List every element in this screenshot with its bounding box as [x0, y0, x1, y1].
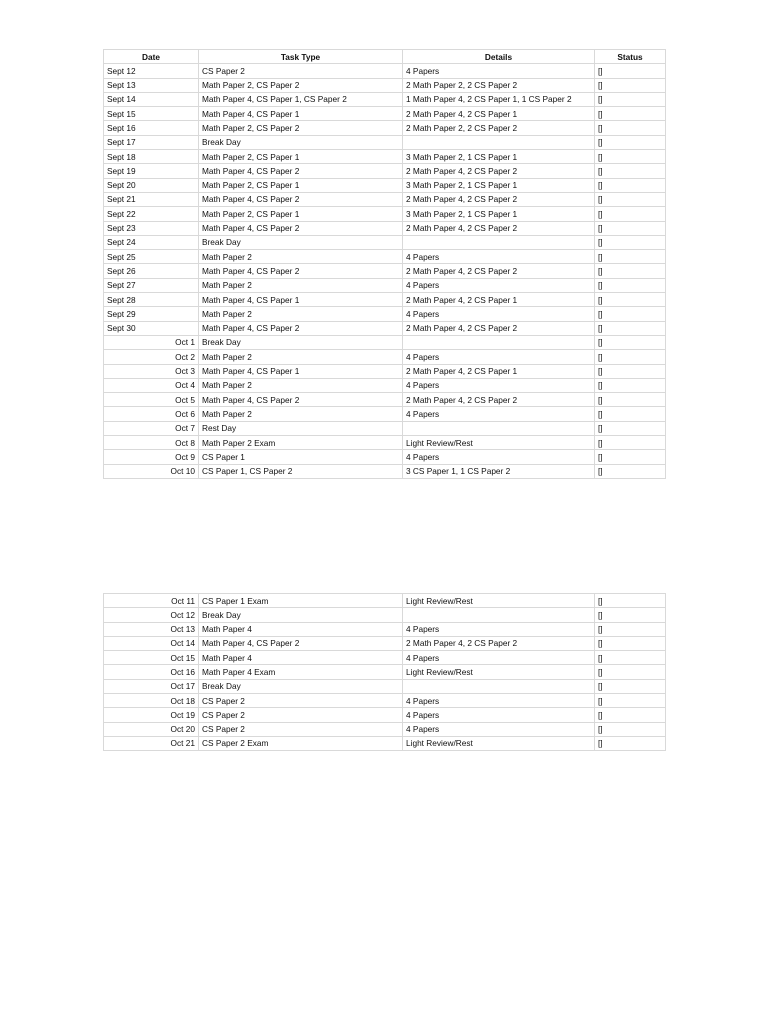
table-body-part-1 [104, 64, 666, 479]
table-row [104, 321, 666, 335]
date-cell: Oct 7 [104, 421, 199, 435]
table-row [104, 378, 666, 392]
date-cell: Sept 21 [104, 192, 199, 206]
task-type-cell: Break Day [199, 679, 403, 693]
status-cell: [] [595, 264, 666, 278]
details-cell: 4 Papers [403, 651, 595, 665]
status-cell: [] [595, 622, 666, 636]
status-cell: [] [595, 92, 666, 106]
status-cell: [] [595, 421, 666, 435]
status-cell: [] [595, 235, 666, 249]
status-cell: [] [595, 293, 666, 307]
date-cell: Oct 3 [104, 364, 199, 378]
table-row [104, 250, 666, 264]
date-cell: Oct 11 [104, 594, 199, 608]
date-cell: Oct 14 [104, 636, 199, 650]
details-cell: Light Review/Rest [403, 436, 595, 450]
table-row [104, 407, 666, 421]
status-cell: [] [595, 164, 666, 178]
details-cell: 4 Papers [403, 694, 595, 708]
date-cell: Sept 16 [104, 121, 199, 135]
date-cell: Sept 22 [104, 207, 199, 221]
details-cell: 2 Math Paper 4, 2 CS Paper 2 [403, 264, 595, 278]
details-cell [403, 421, 595, 435]
date-cell: Oct 10 [104, 464, 199, 478]
details-cell: 2 Math Paper 4, 2 CS Paper 1 [403, 293, 595, 307]
table-row [104, 293, 666, 307]
date-cell: Sept 24 [104, 235, 199, 249]
task-type-cell: CS Paper 2 [199, 64, 403, 78]
task-type-cell: Math Paper 2, CS Paper 2 [199, 78, 403, 92]
status-cell: [] [595, 679, 666, 693]
task-type-cell: Math Paper 2, CS Paper 1 [199, 178, 403, 192]
details-cell [403, 335, 595, 349]
date-cell: Oct 1 [104, 335, 199, 349]
status-cell: [] [595, 694, 666, 708]
status-cell: [] [595, 178, 666, 192]
status-cell: [] [595, 121, 666, 135]
date-cell: Sept 17 [104, 135, 199, 149]
date-cell: Oct 9 [104, 450, 199, 464]
details-cell: 2 Math Paper 4, 2 CS Paper 1 [403, 364, 595, 378]
details-cell: 2 Math Paper 4, 2 CS Paper 2 [403, 221, 595, 235]
status-cell: [] [595, 665, 666, 679]
status-cell: [] [595, 636, 666, 650]
date-cell: Sept 30 [104, 321, 199, 335]
header-row [104, 50, 666, 64]
task-type-cell: Math Paper 2, CS Paper 2 [199, 121, 403, 135]
date-cell: Oct 19 [104, 708, 199, 722]
date-cell: Oct 13 [104, 622, 199, 636]
date-cell: Sept 26 [104, 264, 199, 278]
status-cell: [] [595, 708, 666, 722]
task-type-cell: Math Paper 2 [199, 407, 403, 421]
details-cell: 2 Math Paper 4, 2 CS Paper 2 [403, 192, 595, 206]
details-cell [403, 135, 595, 149]
table-row [104, 264, 666, 278]
details-cell: 2 Math Paper 2, 2 CS Paper 2 [403, 121, 595, 135]
schedule-table-part-2 [103, 593, 666, 751]
details-cell: Light Review/Rest [403, 736, 595, 750]
task-type-cell: Math Paper 4, CS Paper 2 [199, 264, 403, 278]
date-cell: Oct 2 [104, 350, 199, 364]
table-row [104, 393, 666, 407]
status-cell: [] [595, 450, 666, 464]
header-details: Details [403, 50, 595, 64]
status-cell: [] [595, 436, 666, 450]
task-type-cell: CS Paper 2 [199, 694, 403, 708]
status-cell: [] [595, 736, 666, 750]
status-cell: [] [595, 321, 666, 335]
date-cell: Oct 12 [104, 608, 199, 622]
details-cell: 2 Math Paper 4, 2 CS Paper 1 [403, 107, 595, 121]
details-cell: 3 Math Paper 2, 1 CS Paper 1 [403, 178, 595, 192]
table-row [104, 665, 666, 679]
details-cell: 2 Math Paper 2, 2 CS Paper 2 [403, 78, 595, 92]
table-row [104, 178, 666, 192]
table-row [104, 708, 666, 722]
status-cell: [] [595, 207, 666, 221]
task-type-cell: CS Paper 2 Exam [199, 736, 403, 750]
task-type-cell: Math Paper 2 [199, 378, 403, 392]
status-cell: [] [595, 594, 666, 608]
task-type-cell: CS Paper 2 [199, 722, 403, 736]
date-cell: Oct 20 [104, 722, 199, 736]
details-cell: Light Review/Rest [403, 665, 595, 679]
date-cell: Sept 25 [104, 250, 199, 264]
table-row [104, 364, 666, 378]
date-cell: Sept 19 [104, 164, 199, 178]
date-cell: Sept 29 [104, 307, 199, 321]
details-cell: 3 Math Paper 2, 1 CS Paper 1 [403, 150, 595, 164]
task-type-cell: Math Paper 2 [199, 350, 403, 364]
task-type-cell: Break Day [199, 335, 403, 349]
table-row [104, 192, 666, 206]
table-row [104, 694, 666, 708]
table-row [104, 622, 666, 636]
details-cell: 3 Math Paper 2, 1 CS Paper 1 [403, 207, 595, 221]
task-type-cell: Math Paper 4, CS Paper 2 [199, 164, 403, 178]
details-cell: 3 CS Paper 1, 1 CS Paper 2 [403, 464, 595, 478]
status-cell: [] [595, 350, 666, 364]
status-cell: [] [595, 78, 666, 92]
status-cell: [] [595, 135, 666, 149]
schedule-table-part-1 [103, 49, 666, 479]
table-row [104, 636, 666, 650]
details-cell [403, 679, 595, 693]
date-cell: Oct 16 [104, 665, 199, 679]
task-type-cell: Math Paper 4 [199, 622, 403, 636]
status-cell: [] [595, 307, 666, 321]
task-type-cell: Break Day [199, 135, 403, 149]
details-cell: 4 Papers [403, 307, 595, 321]
status-cell: [] [595, 378, 666, 392]
status-cell: [] [595, 64, 666, 78]
task-type-cell: Math Paper 4, CS Paper 2 [199, 393, 403, 407]
table-row [104, 64, 666, 78]
task-type-cell: Math Paper 4 [199, 651, 403, 665]
details-cell: 4 Papers [403, 722, 595, 736]
details-cell: 4 Papers [403, 250, 595, 264]
table-row [104, 594, 666, 608]
table-row [104, 150, 666, 164]
date-cell: Sept 14 [104, 92, 199, 106]
table-row [104, 307, 666, 321]
task-type-cell: Math Paper 4, CS Paper 1 [199, 293, 403, 307]
table-row [104, 278, 666, 292]
date-cell: Sept 12 [104, 64, 199, 78]
details-cell [403, 608, 595, 622]
task-type-cell: Math Paper 4, CS Paper 1 [199, 364, 403, 378]
details-cell [403, 235, 595, 249]
date-cell: Sept 13 [104, 78, 199, 92]
table-row [104, 335, 666, 349]
task-type-cell: Break Day [199, 608, 403, 622]
table-row [104, 92, 666, 106]
status-cell: [] [595, 250, 666, 264]
details-cell: 4 Papers [403, 278, 595, 292]
status-cell: [] [595, 107, 666, 121]
status-cell: [] [595, 393, 666, 407]
date-cell: Sept 18 [104, 150, 199, 164]
details-cell: 2 Math Paper 4, 2 CS Paper 2 [403, 393, 595, 407]
task-type-cell: Math Paper 4, CS Paper 2 [199, 321, 403, 335]
table-row [104, 135, 666, 149]
table-row [104, 107, 666, 121]
details-cell: 4 Papers [403, 350, 595, 364]
status-cell: [] [595, 364, 666, 378]
task-type-cell: Math Paper 2, CS Paper 1 [199, 207, 403, 221]
date-cell: Oct 17 [104, 679, 199, 693]
details-cell: 4 Papers [403, 64, 595, 78]
table-row [104, 421, 666, 435]
task-type-cell: Math Paper 2, CS Paper 1 [199, 150, 403, 164]
status-cell: [] [595, 278, 666, 292]
task-type-cell: Break Day [199, 235, 403, 249]
date-cell: Oct 21 [104, 736, 199, 750]
task-type-cell: CS Paper 1, CS Paper 2 [199, 464, 403, 478]
date-cell: Sept 28 [104, 293, 199, 307]
status-cell: [] [595, 722, 666, 736]
task-type-cell: Math Paper 4, CS Paper 1, CS Paper 2 [199, 92, 403, 106]
table-row [104, 464, 666, 478]
status-cell: [] [595, 335, 666, 349]
table-row [104, 350, 666, 364]
task-type-cell: Math Paper 2 [199, 278, 403, 292]
details-cell: Light Review/Rest [403, 594, 595, 608]
task-type-cell: Rest Day [199, 421, 403, 435]
table-row [104, 450, 666, 464]
details-cell: 4 Papers [403, 622, 595, 636]
table-body-part-2 [104, 594, 666, 751]
date-cell: Oct 5 [104, 393, 199, 407]
date-cell: Sept 20 [104, 178, 199, 192]
task-type-cell: Math Paper 2 Exam [199, 436, 403, 450]
date-cell: Oct 6 [104, 407, 199, 421]
header-task-type: Task Type [199, 50, 403, 64]
date-cell: Oct 18 [104, 694, 199, 708]
task-type-cell: Math Paper 2 [199, 250, 403, 264]
status-cell: [] [595, 651, 666, 665]
table-row [104, 235, 666, 249]
table-row [104, 736, 666, 750]
details-cell: 4 Papers [403, 378, 595, 392]
date-cell: Sept 27 [104, 278, 199, 292]
task-type-cell: Math Paper 4, CS Paper 2 [199, 636, 403, 650]
details-cell: 4 Papers [403, 407, 595, 421]
details-cell: 4 Papers [403, 708, 595, 722]
details-cell: 2 Math Paper 4, 2 CS Paper 2 [403, 321, 595, 335]
table-row [104, 78, 666, 92]
date-cell: Oct 4 [104, 378, 199, 392]
status-cell: [] [595, 407, 666, 421]
table-row [104, 651, 666, 665]
details-cell: 1 Math Paper 4, 2 CS Paper 1, 1 CS Paper 2 [403, 92, 595, 106]
date-cell: Sept 23 [104, 221, 199, 235]
task-type-cell: Math Paper 4, CS Paper 2 [199, 221, 403, 235]
date-cell: Oct 15 [104, 651, 199, 665]
details-cell: 2 Math Paper 4, 2 CS Paper 2 [403, 636, 595, 650]
table-row [104, 221, 666, 235]
table-row [104, 436, 666, 450]
header-date: Date [104, 50, 199, 64]
status-cell: [] [595, 464, 666, 478]
status-cell: [] [595, 150, 666, 164]
date-cell: Oct 8 [104, 436, 199, 450]
task-type-cell: Math Paper 4, CS Paper 2 [199, 192, 403, 206]
status-cell: [] [595, 608, 666, 622]
table-row [104, 679, 666, 693]
details-cell: 2 Math Paper 4, 2 CS Paper 2 [403, 164, 595, 178]
task-type-cell: Math Paper 4, CS Paper 1 [199, 107, 403, 121]
table-row [104, 608, 666, 622]
task-type-cell: CS Paper 1 [199, 450, 403, 464]
task-type-cell: Math Paper 2 [199, 307, 403, 321]
task-type-cell: CS Paper 1 Exam [199, 594, 403, 608]
table-row [104, 207, 666, 221]
header-status: Status [595, 50, 666, 64]
table-row [104, 722, 666, 736]
task-type-cell: Math Paper 4 Exam [199, 665, 403, 679]
status-cell: [] [595, 192, 666, 206]
date-cell: Sept 15 [104, 107, 199, 121]
details-cell: 4 Papers [403, 450, 595, 464]
table-row [104, 121, 666, 135]
status-cell: [] [595, 221, 666, 235]
task-type-cell: CS Paper 2 [199, 708, 403, 722]
table-row [104, 164, 666, 178]
